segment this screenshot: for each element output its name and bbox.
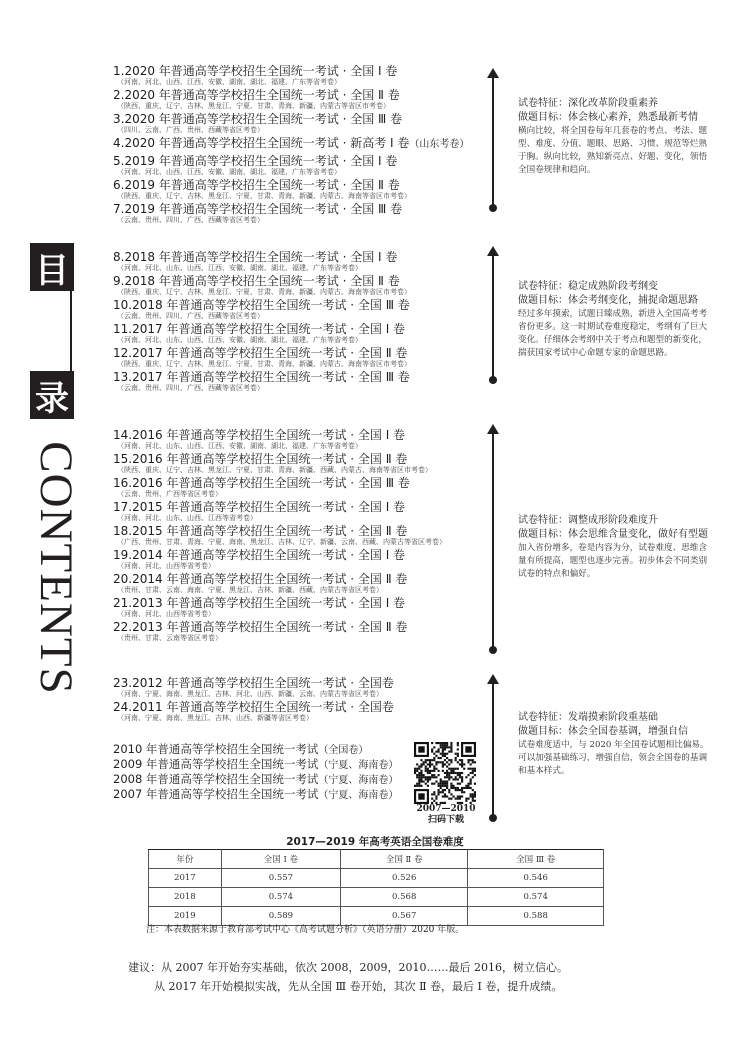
side-contents-word — [30, 433, 82, 703]
qr-code[interactable] — [414, 742, 476, 804]
toc-entry[interactable] — [113, 548, 483, 571]
toc-entry-title — [113, 676, 483, 690]
toc-entry[interactable] — [113, 202, 483, 225]
toc-entry-title-text: 11.2017 年普通高等学校招生全国统一考试 · 全国 Ⅰ 卷 — [113, 322, 406, 336]
timeline-arrow-3 — [486, 424, 500, 656]
toc-entry-regions: （河南、河北、山东、山西、江西、安徽、湖南、湖北、福建、广东等省考卷） — [117, 442, 362, 450]
toc-entry-regions: （陕西、重庆、辽宁、吉林、黑龙江、宁夏、甘肃、青海、新疆、内蒙古、海南等省区市考卷） — [117, 288, 411, 296]
old-paper-edition: （宁夏、海南卷） — [318, 775, 399, 786]
toc-entry-title-text: 6.2019 年普通高等学校招生全国统一考试 · 全国 Ⅱ 卷 — [113, 178, 400, 192]
toc-entry-regions: （河南、河北、山东、山西、江西、安徽、湖南、湖北、福建、广东等省考卷） — [117, 336, 362, 344]
stage-note-1 — [518, 97, 714, 177]
toc-entry-title — [113, 274, 483, 288]
toc-entry[interactable] — [113, 112, 483, 135]
toc-entry[interactable] — [113, 136, 483, 152]
toc-entry-title — [113, 322, 483, 336]
toc-entry[interactable] — [113, 154, 483, 177]
toc-entry-title-text: 12.2017 年普通高等学校招生全国统一考试 · 全国 Ⅱ 卷 — [113, 346, 408, 360]
toc-entry[interactable] — [113, 572, 483, 595]
toc-entry[interactable] — [113, 64, 483, 87]
table-cell: 0.574 — [221, 888, 340, 907]
toc-entry[interactable] — [113, 500, 483, 523]
contents-text: CONTENTS — [30, 441, 82, 695]
toc-entry-title-text: 24.2011 年普通高等学校招生全国统一考试 · 全国卷 — [113, 700, 394, 714]
toc-entry-title-text: 3.2020 年普通高等学校招生全国统一考试 · 全国 Ⅲ 卷 — [113, 112, 403, 126]
toc-entry-title-text: 20.2014 年普通高等学校招生全国统一考试 · 全国 Ⅱ 卷 — [113, 572, 408, 586]
toc-entry[interactable] — [113, 700, 483, 723]
old-paper-2009[interactable] — [113, 757, 398, 773]
toc-entry[interactable] — [113, 322, 483, 345]
qr-label-action: 扫码下载 — [427, 815, 464, 825]
side-glyph-lu: 录 — [30, 371, 74, 419]
toc-entry-regions: （云南、贵州、四川、广西、西藏等省区考卷） — [117, 312, 264, 320]
toc-entry[interactable] — [113, 346, 483, 369]
toc-entry-title-text: 7.2019 年普通高等学校招生全国统一考试 · 全国 Ⅲ 卷 — [113, 202, 403, 216]
note-goal: 做题目标：体会全国卷基调，增强自信 — [518, 726, 688, 737]
side-divider — [70, 291, 72, 371]
col-header-paper-3: 全国 Ⅲ 卷 — [468, 850, 604, 869]
toc-entry-title-text: 9.2018 年普通高等学校招生全国统一考试 · 全国 Ⅱ 卷 — [113, 274, 400, 288]
toc-entry-title — [113, 428, 483, 442]
toc-entry-regions: （河南、河北、山西等省考卷） — [117, 562, 215, 570]
toc-entry[interactable] — [113, 370, 483, 393]
toc-entry-title-text: 14.2016 年普通高等学校招生全国统一考试 · 全国 Ⅰ 卷 — [113, 428, 406, 442]
toc-entry-title — [113, 178, 483, 192]
table-cell: 0.546 — [468, 869, 604, 888]
old-paper-2010[interactable] — [113, 742, 368, 758]
toc-entry-title-text: 10.2018 年普通高等学校招生全国统一考试 · 全国 Ⅲ 卷 — [113, 298, 410, 312]
toc-entry-title-text: 4.2020 年普通高等学校招生全国统一考试 · 新高考 Ⅰ 卷 — [113, 136, 410, 150]
timeline-arrow-2 — [486, 246, 500, 386]
note-body: 加入省份增多，卷是内容为分，试卷难度、思维含量有所提高，题型也逐步完善。初步体会不同类别试卷的特点和偏好。 — [518, 543, 708, 579]
toc-entry-title — [113, 298, 483, 312]
toc-entry-regions: （河南、河北、山西等省考卷） — [117, 610, 215, 618]
note-body: 试卷难度适中，与 2020 年全国卷试题相比偏易。可以加强基础练习，增强自信，领会全国卷的基调和基本样式。 — [518, 740, 709, 776]
table-cell: 0.567 — [341, 907, 468, 926]
note-body: 横向比较，将全国卷每年几套卷的考点、考法、题型、难度、分值、题眼、思路、习惯、规范等烂熟于胸。纵向比较，熟知新亮点、好题、变化，领悟全国卷规律和趋向。 — [518, 126, 708, 175]
toc-entry[interactable] — [113, 428, 483, 451]
toc-entry-title — [113, 154, 483, 168]
old-paper-title: 2008 年普通高等学校招生全国统一考试 — [113, 772, 319, 786]
toc-entry-title — [113, 572, 483, 586]
toc-entry-regions: （河南、宁夏、海南、黑龙江、吉林、河北、山西、新疆、云南、内蒙古等省区考卷） — [117, 690, 383, 698]
toc-entry-title-text: 22.2013 年普通高等学校招生全国统一考试 · 全国 Ⅱ 卷 — [113, 620, 408, 634]
toc-entry-title-text: 1.2020 年普通高等学校招生全国统一考试 · 全国 Ⅰ 卷 — [113, 64, 398, 78]
old-paper-edition: （宁夏、海南卷） — [318, 790, 399, 801]
toc-entry-title — [113, 64, 483, 78]
toc-entry-title-text: 21.2013 年普通高等学校招生全国统一考试 · 全国 Ⅰ 卷 — [113, 596, 406, 610]
toc-entry-title-text: 2.2020 年普通高等学校招生全国统一考试 · 全国 Ⅱ 卷 — [113, 88, 400, 102]
note-goal: 做题目标：体会核心素养，熟悉最新考情 — [518, 112, 698, 123]
col-header-paper-1: 全国 Ⅰ 卷 — [221, 850, 340, 869]
toc-entry-regions: （陕西、重庆、辽宁、吉林、黑龙江、宁夏、甘肃、青海、新疆、西藏、内蒙古、海南等省区市考卷） — [117, 466, 432, 474]
note-body: 经过多年摸索，试题日臻成熟，新进入全国高考考省份更多。这一时期试卷难度稳定，考纲有了巨大变化。仔细体会考纲中关于考点和题型的新变化，揣获国家考试中心命题专家的命题思路。 — [518, 309, 708, 358]
note-goal: 做题目标：体会思维含量变化，做好有型题 — [518, 529, 708, 540]
col-header-paper-2: 全国 Ⅱ 卷 — [341, 850, 468, 869]
toc-entry[interactable] — [113, 178, 483, 201]
toc-entry-regions: （贵州、甘肃、云南等省区考卷） — [117, 634, 222, 642]
toc-entry-title-text: 17.2015 年普通高等学校招生全国统一考试 · 全国 Ⅰ 卷 — [113, 500, 406, 514]
table-cell: 0.589 — [221, 907, 340, 926]
table-cell: 2017 — [149, 869, 222, 888]
toc-entry-title — [113, 500, 483, 514]
note-feature: 试卷特征：调整成形阶段难度升 — [518, 515, 658, 526]
toc-entry-regions: （四川、云南、广西、贵州、西藏等省区考卷） — [117, 126, 264, 134]
table-row — [149, 888, 604, 907]
table-header-row — [149, 850, 604, 869]
toc-entry-title — [113, 88, 483, 102]
table-cell: 0.588 — [468, 907, 604, 926]
note-feature: 试卷特征：稳定成熟阶段考纲变 — [518, 281, 658, 292]
toc-entry[interactable] — [113, 620, 483, 643]
note-feature: 试卷特征：发端摸索阶段重基础 — [518, 712, 658, 723]
toc-entry-title-text: 15.2016 年普通高等学校招生全国统一考试 · 全国 Ⅱ 卷 — [113, 452, 408, 466]
stage-note-3 — [518, 514, 714, 581]
toc-entry-title — [113, 620, 483, 634]
table-cell: 0.557 — [221, 869, 340, 888]
toc-entry-title — [113, 112, 483, 126]
table-cell: 0.526 — [341, 869, 468, 888]
old-paper-2007[interactable] — [113, 787, 398, 803]
toc-entry-regions: （河南、河北、山西、江西、安徽、湖南、湖北、福建、广东等省考卷） — [117, 168, 341, 176]
timeline-arrow-1 — [486, 68, 500, 214]
old-paper-edition: （宁夏、海南卷） — [318, 760, 399, 771]
toc-entry[interactable] — [113, 274, 483, 297]
toc-entry-title-text: 13.2017 年普通高等学校招生全国统一考试 · 全国 Ⅲ 卷 — [113, 370, 410, 384]
advice-line-2: 从 2017 年开始模拟实战，先从全国 Ⅲ 卷开始，其次 Ⅱ 卷，最后 Ⅰ 卷，提升成绩。 — [154, 980, 563, 993]
table-cell: 2019 — [149, 907, 222, 926]
toc-entry-title — [113, 548, 483, 562]
toc-entry-title — [113, 136, 483, 152]
toc-entry-title — [113, 596, 483, 610]
toc-entry[interactable] — [113, 452, 483, 475]
note-goal: 做题目标：体会考纲变化，捕捉命题思路 — [518, 295, 698, 306]
toc-entry[interactable] — [113, 596, 483, 619]
stage-note-2 — [518, 280, 714, 360]
old-paper-title: 2009 年普通高等学校招生全国统一考试 — [113, 757, 319, 771]
toc-entry-title-text: 18.2015 年普通高等学校招生全国统一考试 · 全国 Ⅱ 卷 — [113, 524, 408, 538]
toc-entry-regions: （河南、河北、山西、江西、安徽、湖南、湖北、福建、广东等省考卷） — [117, 78, 341, 86]
table-source-note: 注：本表数据来源于教育部考试中心《高考试题分析》（英语分册）2020 年版。 — [146, 925, 465, 935]
toc-entry-title — [113, 476, 483, 490]
old-paper-title: 2010 年普通高等学校招生全国统一考试 — [113, 742, 319, 756]
toc-entry-title — [113, 452, 483, 466]
advice-line-1: 建议：从 2007 年开始夯实基础，依次 2008，2009，2010……最后 2016，树立信心。 — [128, 961, 568, 974]
old-paper-edition: （全国卷） — [318, 745, 369, 756]
toc-entry-title-text: 23.2012 年普通高等学校招生全国统一考试 · 全国卷 — [113, 676, 394, 690]
stage-note-4 — [518, 711, 714, 778]
toc-entry-title — [113, 346, 483, 360]
toc-entry[interactable] — [113, 298, 483, 321]
toc-entry-regions: （云南、贵州、广西等省区考卷） — [117, 490, 222, 498]
toc-entry-title-text: 8.2018 年普通高等学校招生全国统一考试 · 全国 Ⅰ 卷 — [113, 250, 398, 264]
toc-entry[interactable] — [113, 88, 483, 111]
toc-entry-note: （山东考卷） — [409, 139, 470, 150]
toc-entry-regions: （陕西、重庆、辽宁、吉林、黑龙江、宁夏、甘肃、青海、新疆、内蒙古等省区市考卷） — [117, 102, 390, 110]
qr-label — [404, 804, 488, 826]
col-header-year: 年份 — [149, 850, 222, 869]
toc-entry[interactable] — [113, 524, 483, 547]
toc-entry-title — [113, 250, 483, 264]
table-cell: 2018 — [149, 888, 222, 907]
old-paper-2008[interactable] — [113, 772, 398, 788]
toc-entry-title-text: 16.2016 年普通高等学校招生全国统一考试 · 全国 Ⅲ 卷 — [113, 476, 410, 490]
toc-entry-regions: （河南、宁夏、海南、黑龙江、吉林、山西、新疆等省区考卷） — [117, 714, 313, 722]
side-glyph-mu: 目 — [30, 243, 74, 291]
toc-entry-regions: （陕西、重庆、辽宁、吉林、黑龙江、宁夏、甘肃、青海、新疆、内蒙古、海南等省区市考卷） — [117, 360, 411, 368]
toc-entry-title-text: 19.2014 年普通高等学校招生全国统一考试 · 全国 Ⅰ 卷 — [113, 548, 406, 562]
toc-entry-title — [113, 202, 483, 216]
toc-entry[interactable] — [113, 250, 483, 273]
toc-entry-title — [113, 370, 483, 384]
toc-entry-title — [113, 524, 483, 538]
table-row — [149, 869, 604, 888]
toc-entry-regions: （云南、贵州、四川、广西、西藏等省区考卷） — [117, 384, 264, 392]
old-paper-title: 2007 年普通高等学校招生全国统一考试 — [113, 787, 319, 801]
toc-entry[interactable] — [113, 676, 483, 699]
toc-entry-regions: （河南、河北、山东、山西、江西、安徽、湖南、湖北、福建、广东等省考卷） — [117, 264, 362, 272]
toc-entry-regions: （广西、贵州、甘肃、青海、宁夏、海南、黑龙江、吉林、辽宁、新疆、云南、西藏、内蒙古等省区考卷） — [117, 538, 446, 546]
qr-label-years: 2007—2010 — [416, 804, 476, 814]
toc-entry[interactable] — [113, 476, 483, 499]
table-title: 2017—2019 年高考英语全国卷难度 — [286, 836, 464, 848]
side-title — [30, 243, 82, 705]
note-feature: 试卷特征：深化改革阶段重素养 — [518, 98, 658, 109]
toc-entry-title — [113, 700, 483, 714]
toc-entry-regions: （贵州、甘肃、云南、海南、宁夏、黑龙江、吉林、新疆、西藏、内蒙古等省区考卷） — [117, 586, 383, 594]
timeline-arrow-4 — [486, 674, 500, 824]
toc-entry-regions: （云南、贵州、四川、广西、西藏等省区考卷） — [117, 216, 264, 224]
toc-entry-title-text: 5.2019 年普通高等学校招生全国统一考试 · 全国 Ⅰ 卷 — [113, 154, 398, 168]
toc-entry-regions: （陕西、重庆、辽宁、吉林、黑龙江、宁夏、甘肃、青海、新疆、内蒙古、海南等省区市考卷） — [117, 192, 411, 200]
toc-entry-regions: （河南、河北、山东、山西、江西等省考卷） — [117, 514, 257, 522]
table-cell: 0.574 — [468, 888, 604, 907]
table-cell: 0.568 — [341, 888, 468, 907]
difficulty-table — [148, 849, 604, 926]
